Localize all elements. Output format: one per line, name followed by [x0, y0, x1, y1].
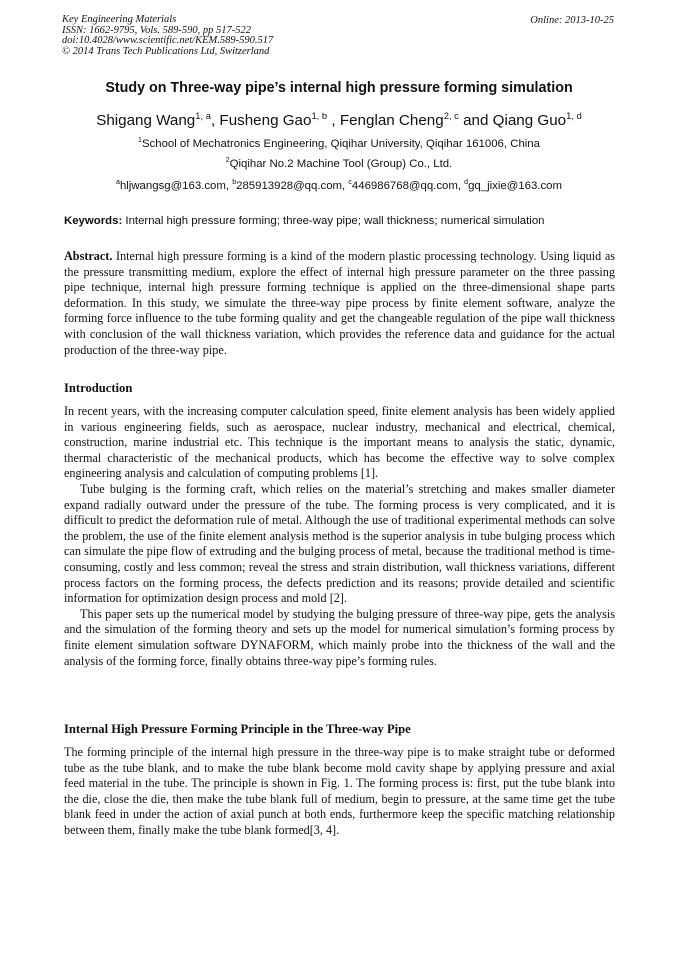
keywords-line	[64, 215, 545, 227]
email-address: 446986768@qq.com,	[351, 180, 465, 192]
principle-body	[64, 745, 615, 839]
keywords-text: Internal high pressure forming; three-way pipe; wall thickness; numerical simulation	[122, 215, 545, 227]
introduction-heading: Introduction	[64, 381, 133, 395]
author-superscript: 1, a	[195, 109, 211, 121]
paragraph: This paper sets up the numerical model by studying the bulging pressure of three-way pipe, gets the analysis and the simulation of the forming theory and sets up the model for numerical simulation’s forming process by finite element simulation software DYNAFORM, which mainly probe into the thickness of the wall and the analysis of the forming force, finally obtains three-way pipe’s forming rules.	[64, 606, 615, 668]
email-address: gq_jixie@163.com	[468, 180, 562, 192]
paragraph: Tube bulging is the forming craft, which relies on the material’s stretching and makes smaller diameter expand radially outward under the pressure of the tube. The forming process is very complicated, and it is difficult to predict the deformation rule of metal. Although the use of traditional experimental methods can solve the problem, the use of the finite element analysis method is the superior analysis in tube bulging process which can simulate the pipe flow of extruding and the bulging process of metal, because the traditional method is time-consuming, costly and less common; reveal the stress and strain distribution, wall thickness variations, different process factors on the forming process, the defects prediction and its reasons; provide detailed and scientific information for optimization design process and mold [2].	[64, 481, 615, 606]
online-date: Online: 2013-10-25	[530, 15, 614, 26]
paragraph: In recent years, with the increasing computer calculation speed, finite element analysis has been widely applied in various engineering fields, such as aerospace, nuclear industry, mechanical and electrical, chemical, construction, marine industrial etc. This technique is the important means to analysis the static, dynamic, thermal characteristic of the mechanical products, which has become the effective way to solve complex engineering analysis and calculation of computing problems [1].	[64, 404, 615, 481]
author-name: Fenglan Cheng	[339, 112, 444, 129]
paper-title: Study on Three-way pipe’s internal high pressure forming simulation	[105, 80, 573, 96]
author-separator: ,	[327, 112, 340, 129]
author-name: Shigang Wang	[96, 112, 196, 129]
affiliation-text: School of Mechatronics Engineering, Qiqihar University, Qiqihar 161006, China	[141, 138, 540, 150]
affiliation-2	[30, 158, 648, 170]
author-list	[30, 109, 648, 129]
affiliation-1	[30, 138, 648, 150]
author-superscript: 1, d	[566, 109, 582, 121]
affiliation-text: Qiqihar No.2 Machine Tool (Group) Co., Ltd.	[229, 158, 453, 170]
email-superscript: d	[464, 179, 469, 187]
email-superscript: a	[116, 179, 120, 187]
email-superscript: c	[348, 179, 352, 187]
author-superscript: 1, b	[311, 109, 328, 121]
author-name: Qiang Guo	[492, 112, 567, 129]
principle-heading: Internal High Pressure Forming Principle in the Three-way Pipe	[64, 722, 411, 736]
doi-line: doi:10.4028/www.scientific.net/KEM.589-590.517	[62, 35, 274, 46]
abstract-label: Abstract.	[64, 249, 113, 263]
keywords-label: Keywords:	[64, 215, 123, 227]
email-line	[30, 180, 648, 192]
email-address: hljwangsg@163.com,	[119, 180, 233, 192]
affiliation-superscript: 2	[225, 157, 230, 165]
author-separator: ,	[210, 112, 220, 129]
author-separator: and	[458, 112, 493, 129]
issn-line: ISSN: 1662-9795, Vols. 589-590, pp 517-522	[62, 24, 251, 36]
abstract-text: Internal high pressure forming is a kind of the modern plastic processing technology. Using liquid as the pressure transmitting medium, explore the effect of internal high pressure parameter on the three passing pipe technique, internal high pressure forming technique is applied on the three-dimensional shape parts deformation. In this study, we simulate the three-way pipe process by finite element software, analyze the forming force influence to the tube forming quality and get the changeable regulation of the pipe wall thickness with conclusion of the wall thickness variation, which provides the reference data and guidance for the actual production of the three-way pipe.	[64, 249, 615, 357]
author-name: Fusheng Gao	[219, 112, 312, 129]
email-address: 285913928@qq.com,	[236, 180, 349, 192]
journal-metadata	[62, 15, 273, 57]
author-superscript: 2, c	[443, 109, 459, 121]
journal-name: Key Engineering Materials	[62, 14, 177, 25]
paragraph: The forming principle of the internal high pressure in the three-way pipe is to make straight tube or deformed tube as the tube blank, and to make the tube blank become mold cavity shape by applying pressure and axial feed material in the tube. The principle is shown in Fig. 1. The forming process is: first, put the tube blank into the die, close the die, then make the tube blank full of medium, begin to pressure, at the same time get the tube blank feed in under the action of axial punch at both ends, furthermore keep the specific matching relationship between them, finally make the tube blank formed[3, 4].	[64, 745, 615, 837]
introduction-body	[64, 404, 615, 669]
copyright-line: © 2014 Trans Tech Publications Ltd, Switzerland	[62, 45, 270, 57]
abstract	[64, 249, 615, 358]
affiliation-superscript: 1	[138, 137, 142, 145]
email-superscript: b	[232, 179, 237, 187]
